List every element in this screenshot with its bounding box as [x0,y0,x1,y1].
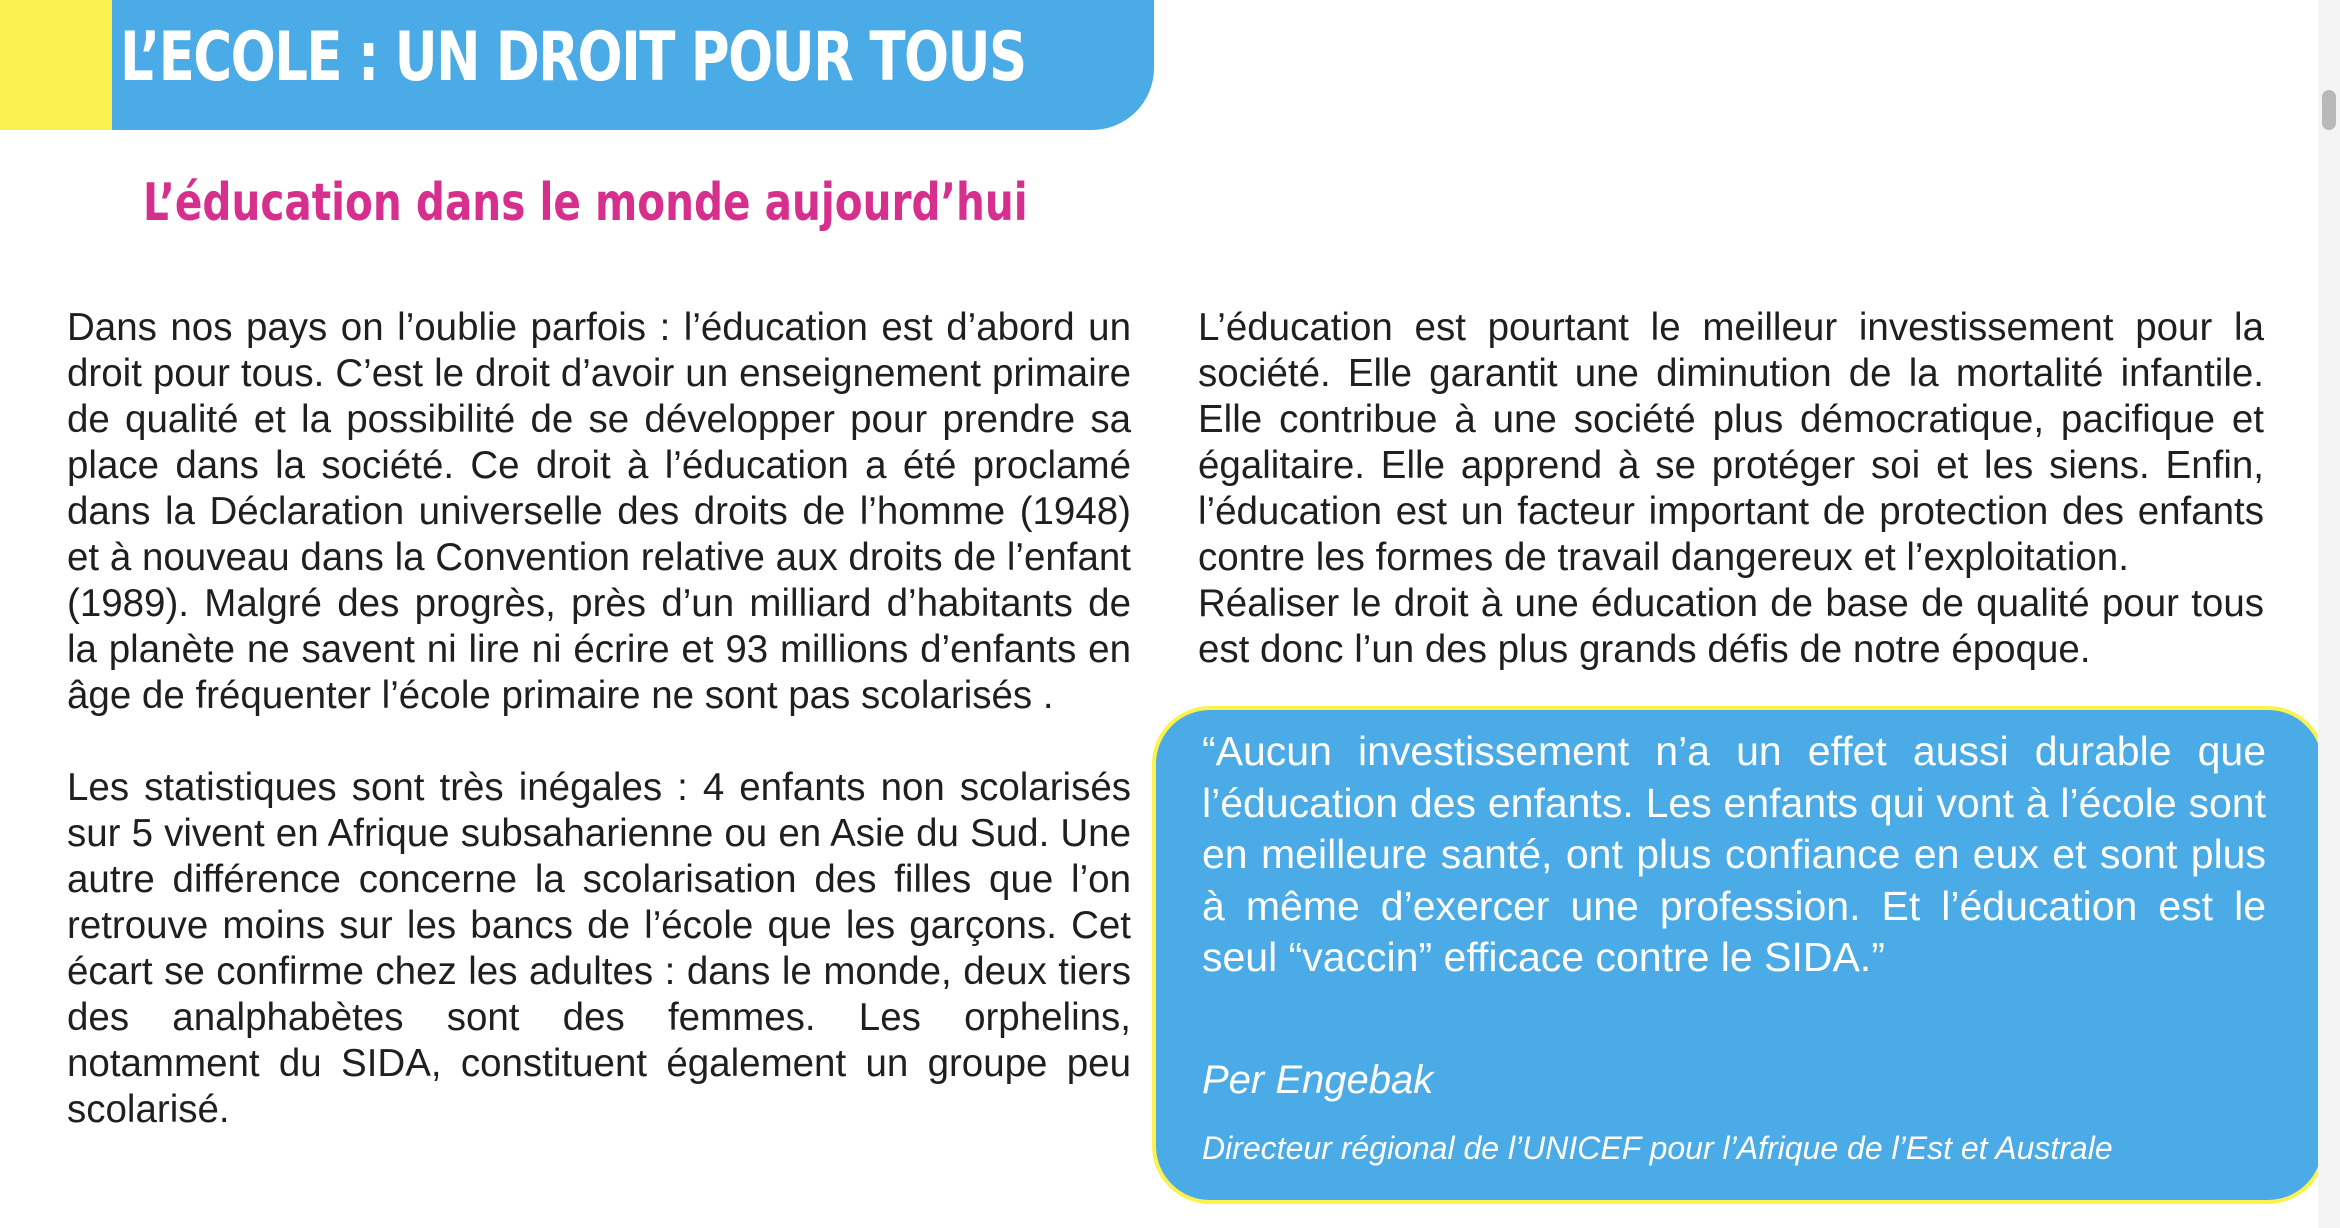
section-subtitle: L’éducation dans le monde aujourd’hui [143,173,1028,233]
scrollbar[interactable] [2318,0,2340,1228]
quote-text: “Aucun investissement n’a un effet aussi durable que l’éducation des enfants. Les enfants qui vont à l’école sont en meilleure santé, ont plus confiance en eux et sont plus à même d’exercer une profession. Et l’éducation est le seul “vaccin” efficace contre le SIDA.” [1202,728,2266,980]
left-paragraph-1: Dans nos pays on l’oublie parfois : l’éducation est d’abord un droit pour tous. C’est le droit d’avoir un enseignement primaire de qualité et la possibilité de se développer pour prendre sa place dans la société. Ce droit à l’éducation a été proclamé dans la Déclaration universelle des droits de l’homme (1948) et à nouveau dans la Convention relative aux droits de l’enfant (1989). Malgré des progrès, près d’un milliard d’habitants de la planète ne savent ni lire ni écrire et 93 millions d’enfants en âge de fréquenter l’école primaire ne sont pas scolarisés . [67,306,1131,717]
right-paragraph-1: L’éducation est pourtant le meilleur investissement pour la société. Elle garantit une diminution de la mortalité infantile. Elle contribue à une société plus démocratique, pacifique et égalitaire. Elle apprend à se protéger soi et les siens. Enfin, l’éducation est un facteur important de protection des enfants contre les formes de travail dangereux et l’exploitation. [1198,306,2264,579]
yellow-accent-strip [0,0,115,130]
right-paragraph-2: Réaliser le droit à une éducation de base de qualité pour tous est donc l’un des plus grands défis de notre époque. [1198,582,2264,671]
quote-author-role: Directeur régional de l’UNICEF pour l’Afrique de l’Est et Australe [1202,1130,2113,1166]
page-title: L’ECOLE : UN DROIT POUR TOUS [120,18,1026,97]
left-column [67,305,1131,1133]
quote-box [1152,706,2326,1204]
scrollbar-thumb[interactable] [2322,90,2336,130]
quote-author: Per Engebak [1202,1058,1434,1102]
title-banner [112,0,1154,130]
right-column [1198,305,2264,673]
left-paragraph-2: Les statistiques sont très inégales : 4 enfants non scolarisés sur 5 vivent en Afrique subsaharienne ou en Asie du Sud. Une autre différence concerne la scolarisation des filles que l’on retrouve moins sur les bancs de l’école que les garçons. Cet écart se confirme chez les adultes : dans le monde, deux tiers des analphabètes sont des femmes. Les orphelins, notamment du SIDA, constituent également un groupe peu scolarisé. [67,766,1131,1131]
